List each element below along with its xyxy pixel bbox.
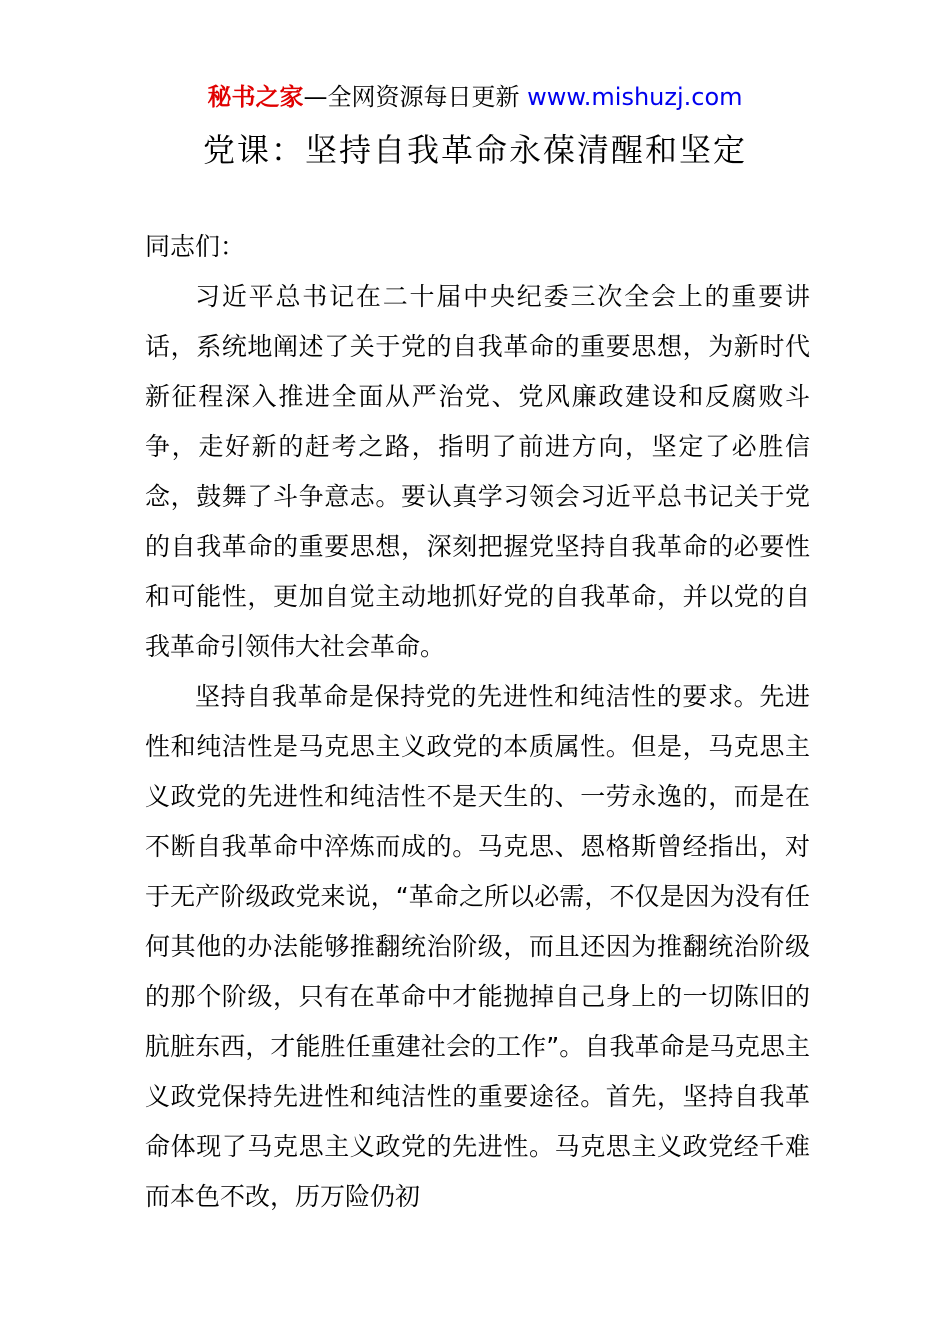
paragraph-2: 坚持自我革命是保持党的先进性和纯洁性的要求。先进性和纯洁性是马克思主义政党的本质属性。但是，马克思主义政党的先进性和纯洁性不是天生的、一劳永逸的，而是在不断自我革命中淬炼而成的。马克思、恩格斯曾经指出，对于无产阶级政党来说，“革命之所以必需，不仅是因为没有任何其他的办法能够推翻统治阶级，而且还因为推翻统治阶级的那个阶级，只有在革命中才能抛掉自己身上的一切陈旧的肮脏东西，才能胜任重建社会的工作”。自我革命是马克思主义政党保持先进性和纯洁性的重要途径。首先，坚持自我革命体现了马克思主义政党的先进性。马克思主义政党经千难而本色不改，历万险仍初 [145, 682, 810, 1211]
paragraph-1: 习近平总书记在二十届中央纪委三次全会上的重要讲话，系统地阐述了关于党的自我革命的重要思想，为新时代新征程深入推进全面从严治党、党风廉政建设和反腐败斗争，走好新的赶考之路，指明了前进方向，坚定了必胜信念，鼓舞了斗争意志。要认真学习领会习近平总书记关于党的自我革命的重要思想，深刻把握党坚持自我革命的必要性和可能性，更加自觉主动地抓好党的自我革命，并以党的自我革命引领伟大社会革命。 [145, 282, 810, 661]
site-header [0, 80, 950, 114]
site-url-link[interactable]: www.mishuzj.com [527, 83, 743, 111]
site-brand: 秘书之家 [207, 83, 304, 111]
document-title: 党课：坚持自我革命永葆清醒和坚定 [202, 131, 747, 169]
greeting: 同志们： [145, 232, 246, 261]
site-tagline: —全网资源每日更新 [303, 83, 528, 111]
document-body [145, 222, 810, 1222]
